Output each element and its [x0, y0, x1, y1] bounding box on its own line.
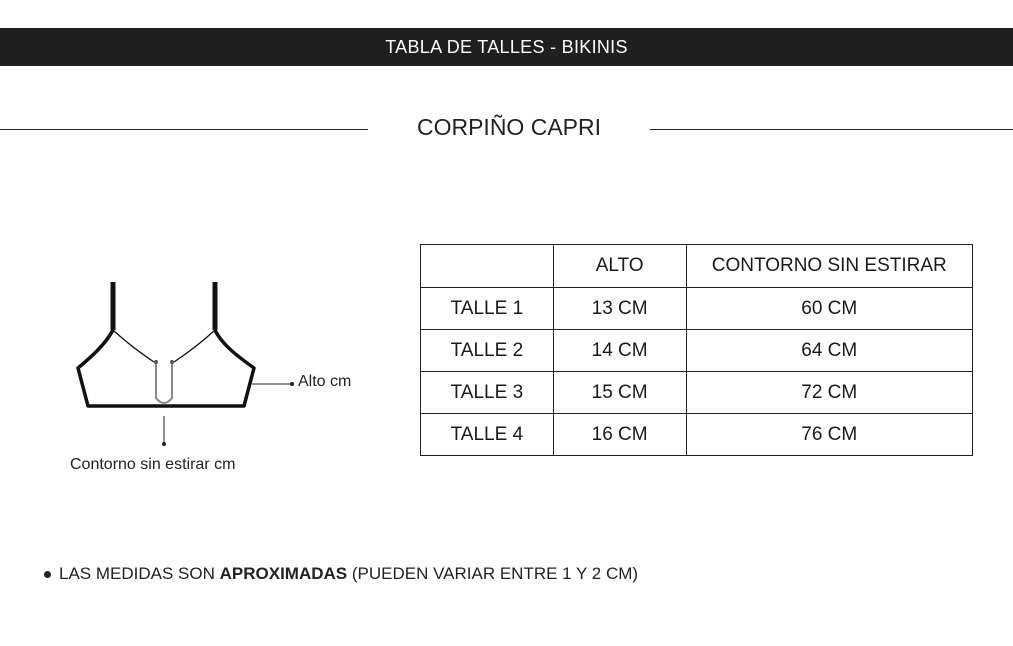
divider-right — [650, 129, 1013, 130]
header-cell-empty — [421, 245, 554, 288]
size-table — [420, 244, 973, 456]
label-alto: Alto cm — [298, 373, 352, 390]
header-cell-contorno: CONTORNO SIN ESTIRAR — [686, 245, 973, 288]
alto-value: 15 CM — [553, 372, 686, 414]
size-label: TALLE 1 — [421, 288, 554, 330]
size-label: TALLE 4 — [421, 414, 554, 456]
note-suffix: (PUEDEN VARIAR ENTRE 1 Y 2 CM) — [351, 564, 639, 583]
table-header-row — [421, 245, 973, 288]
table-row — [421, 330, 973, 372]
alto-value: 14 CM — [553, 330, 686, 372]
divider-left — [0, 129, 368, 130]
table-row — [421, 414, 973, 456]
header-title: TABLA DE TALLES - BIKINIS — [385, 36, 628, 57]
contorno-value: 72 CM — [686, 372, 973, 414]
note-emphasis: APROXIMADAS — [219, 564, 348, 583]
alto-value: 13 CM — [553, 288, 686, 330]
contorno-value: 64 CM — [686, 330, 973, 372]
contorno-value: 60 CM — [686, 288, 973, 330]
header-banner — [0, 28, 1013, 66]
table-row — [421, 372, 973, 414]
contorno-value: 76 CM — [686, 414, 973, 456]
size-label: TALLE 3 — [421, 372, 554, 414]
table-row — [421, 288, 973, 330]
header-cell-alto: ALTO — [553, 245, 686, 288]
note-prefix: LAS MEDIDAS SON — [59, 564, 215, 583]
product-title: CORPIÑO CAPRI — [416, 114, 602, 140]
footnote — [44, 564, 638, 584]
alto-value: 16 CM — [553, 414, 686, 456]
label-contorno: Contorno sin estirar cm — [70, 456, 236, 473]
bullet-icon — [44, 571, 51, 578]
size-label: TALLE 2 — [421, 330, 554, 372]
